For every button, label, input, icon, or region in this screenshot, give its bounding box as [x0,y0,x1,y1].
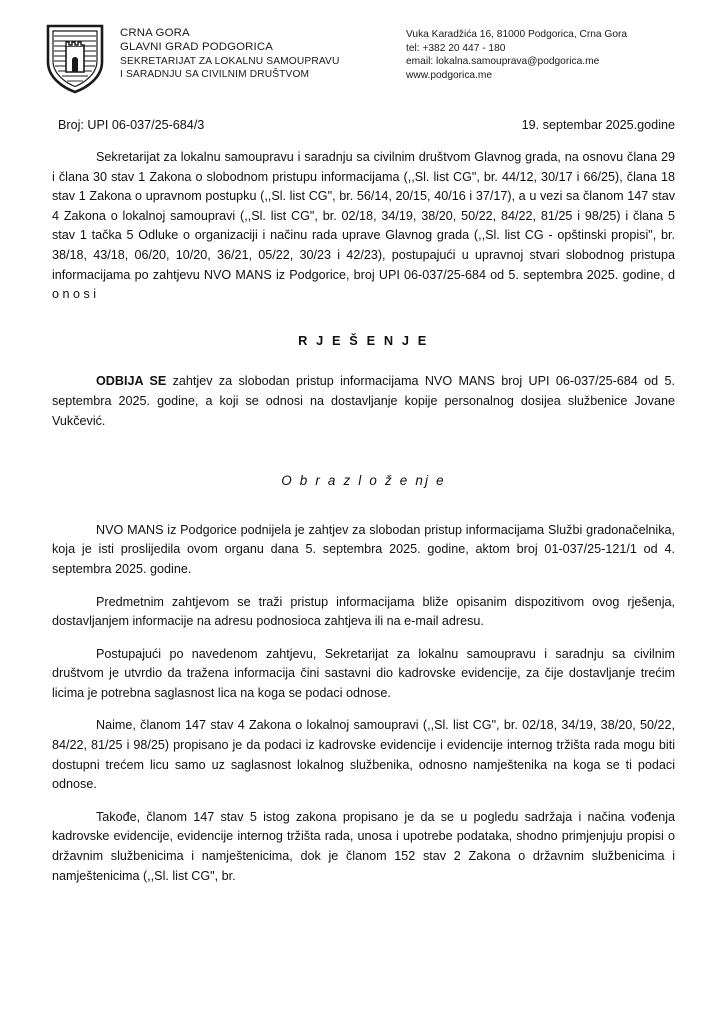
decision-text: zahtjev za slobodan pristup informacijama NVO MANS broj UPI 06-037/25-684 od 5. septembra 2025. godine, a koji se odnosi na dostavljanje kopije personalnog dosijea službenice Jovane Vukčević. [52,374,675,428]
org-line-city: GLAVNI GRAD PODGORICA [120,41,273,54]
org-line-country: CRNA GORA [120,27,190,39]
explanation-paragraph-5: Takođe, članom 147 stav 5 istog zakona propisano je da se u pogledu sadržaja i načina vođenja kadrovske evidencije, evidencije internog tržišta rada, unosa i upotrebe podataka, shodno primjenjuju propisi o državnim službenicima i namještenicima, dok je članom 152 stav 2 Zakona o državnim službenicima i namještenicima (,,Sl. list CG", br. [52,809,675,883]
explanation-heading: O b r a z l o ž e nj e [281,473,446,489]
explanation-paragraph-3: Postupajući po navedenom zahtjevu, Sekretarijat za lokalnu samoupravu i saradnju sa civilnim društvom je utvrdio da tražena informacija čini sastavni dio kadrovske evidencije, za čije dostavljanje trećim licima je potrebna saglasnost lica na koga se podaci odnose. [52,646,675,700]
decision-heading: R J E Š E N J E [298,332,429,348]
letterhead [44,22,681,94]
intro-paragraph: Sekretarijat za lokalnu samoupravu i saradnju sa civilnim društvom Glavnog grada, na osnovu člana 29 i člana 30 stav 1 Zakona o slobodnom pristupu informacijama (,,Sl. list CG", br. 44/12, 30/17 i 66/25), člana 18 stav 1 Zakona o upravnom postupku (,,Sl. list CG", br. 56/14, 20/15, 40/16 i 37/17), a u vezi sa članom 147 stav 4 Zakona o lokalnoj samoupravi (,,Sl. list CG", br. 02/18, 34/19, 38/20, 50/22, 84/22, 81/25 i 98/25) i člana 5 stav 1 tačka 5 Odluke o organizaciji i načinu rada uprave Glavnog grada (,,Sl. list CG - opštinski propisi", br. 38/18, 43/18, 06/20, 10/20, 36/21, 05/22, 30/23 i 42/23), postupajući u upravnoj stvari slobodnog pristupa informacijama po zahtjevu NVO MANS iz Podgorice, broj UPI 06-037/25-684 od 5. septembra 2025. godine, d o n o s i [52,150,675,302]
org-line-secretariat-1: SEKRETARIJAT ZA LOKALNU SAMOUPRAVU [120,55,340,67]
contact-email: email: lokalna.samouprava@podgorica.me [406,56,600,68]
coat-of-arms-icon [44,22,106,94]
contact-address: Vuka Karadžića 16, 81000 Podgorica, Crna Gora [406,29,628,40]
document-date: 19. septembar 2025.godine [521,118,675,132]
contact-phone: tel: +382 20 447 - 180 [406,42,506,54]
contact-website: www.podgorica.me [406,69,493,81]
explanation-paragraph-4: Naime, članom 147 stav 4 Zakona o lokalnoj samoupravi (,,Sl. list CG", br. 02/18, 34/19, 38/20, 50/22, 84/22, 81/25 i 98/25) propisano je da podaci iz kadrovske evidencije i evidencije internog tržišta rada mogu biti dostupni trećem licu samo uz saglasnost lokalnog službenika, odnosno namještenika na koga se ti podaci odnose. [52,718,675,792]
reference-row [44,118,681,132]
decision-lead: ODBIJA SE [96,374,167,389]
explanation-paragraph-1: NVO MANS iz Podgorice podnijela je zahtjev za slobodan pristup informacijama Službi gradonačelnika, koja je isti proslijedila ovom organu dana 5. septembra 2025. godine, aktom broj 01-037/25-121/1 od 4. septembra 2025. godine. [52,522,675,576]
decision-paragraph [52,372,675,431]
document-body [44,148,681,886]
explanation-paragraph-2: Predmetnim zahtjevom se traži pristup informacijama bliže opisanim dispozitivom ovog rješenja, dostavljanjem informacije na adresu podnosioca zahtjeva ili na e-mail adresu. [52,594,675,629]
contact-block [406,22,681,82]
reference-number: Broj: UPI 06-037/25-684/3 [58,118,205,132]
organization-block [120,22,392,81]
org-line-secretariat-2: I SARADNJU SA CIVILNIM DRUŠTVOM [120,68,310,80]
